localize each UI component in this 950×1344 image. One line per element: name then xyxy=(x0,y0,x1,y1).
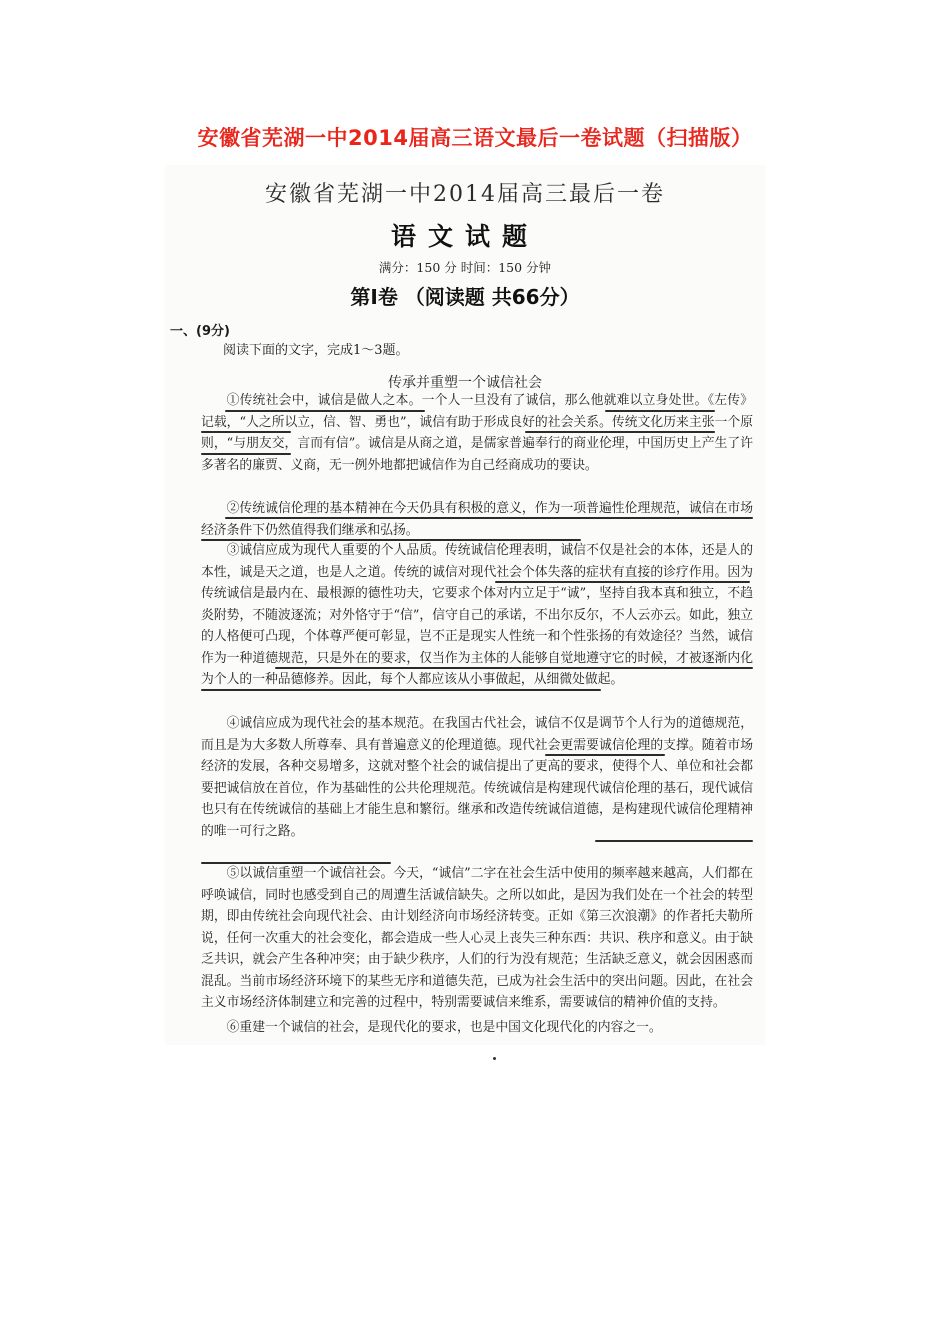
handwritten-underline xyxy=(545,754,665,756)
handwritten-underline xyxy=(201,431,291,433)
exam-meta: 满分：150 分 时间：150 分钟 xyxy=(378,260,552,275)
paragraph-6: ⑥重建一个诚信的社会，是现代化的要求，也是中国文化现代化的内容之一。 xyxy=(226,1020,662,1035)
handwritten-underline xyxy=(595,840,753,842)
handwritten-underline xyxy=(201,453,291,455)
subject-title: 语文试题 xyxy=(390,222,539,251)
handwritten-underline xyxy=(201,862,391,864)
handwritten-underline xyxy=(525,431,715,433)
paragraph-2: ②传统诚信伦理的基本精神在今天仍具有积极的意义，作为一项普遍性伦理规范，诚信在市场经济条件下仍然值得我们继承和弘扬。 xyxy=(201,501,753,538)
document-title: 安徽省芜湖一中2014届高三语文最后一卷试题（扫描版） xyxy=(197,126,753,150)
section-label: 一、(9分) xyxy=(170,324,230,339)
handwritten-underline xyxy=(201,539,581,541)
handwritten-underline xyxy=(275,667,753,669)
part-heading: 第Ⅰ卷 （阅读题 共66分） xyxy=(350,285,580,309)
paragraph-5: ⑤以诚信重塑一个诚信社会。今天，“诚信”二字在社会生活中使用的频率越来越高，人们都在呼唤诚信，同时也感受到自己的周遭生活诚信缺失。之所以如此，是因为我们处在一个社会的转型期，即由传统社会向现代社会、由计划经济向市场经济转变。正如《第三次浪潮》的作者托夫勒所说，任何一次重大的社会变化，都会造成一些人心灵上丧失三种东西：共识、秩序和意义。由于缺乏共识，就会产生各种冲突；由于缺少秩序，人们的行为没有规范；生活缺乏意义，就会因困惑而混乱。当前市场经济环境下的某些无序和道德失范，已成为社会生活中的突出问题。因此，在社会主义市场经济体制建立和完善的过程中，特别需要诚信来维系，需要诚信的精神价值的支持。 xyxy=(201,866,753,1010)
exam-title: 安徽省芜湖一中2014届高三最后一卷 xyxy=(265,182,665,207)
paragraph-3: ③诚信应成为现代人重要的个人品质。传统诚信伦理表明，诚信不仅是社会的本体，还是人的本性，诚是天之道，也是人之道。传统的诚信对现代社会个体失落的症状有直接的诊疗作用。因为传统诚信是最内在、最根源的德性功夫，它要求个体对内立足于“诚”，坚持自我本真和独立，不趋炎附势，不随波逐流；对外恪守于“信”，信守自己的承诺，不出尔反尔，不人云亦云。如此，独立的人格便可凸现，个体尊严便可彰显，岂不正是现实人性统一和个性张扬的有效途径？当然，诚信作为一种道德规范，只是外在的要求，仅当作为主体的人能够自觉地遵守它的时候，才被逐渐内化为个人的一种品德修养。因此，每个人都应该从小事做起，从细微处做起。 xyxy=(201,543,753,687)
handwritten-underline xyxy=(225,517,753,519)
instruction: 阅读下面的文字，完成1～3题。 xyxy=(223,343,409,358)
scan-speck xyxy=(493,1057,496,1060)
paragraph-4: ④诚信应成为现代社会的基本规范。在我国古代社会，诚信不仅是调节个人行为的道德规范，而且是为大多数人所尊奉、具有普遍意义的伦理道德。现代社会更需要诚信伦理的支撑。随着市场经济的发展，各种交易增多，这就对整个社会的诚信提出了更高的要求，使得个人、单位和社会都要把诚信放在首位，作为基础性的公共伦理规范。传统诚信是构建现代诚信伦理的基石，现代诚信也只有在传统诚信的基础上才能生息和繁衍。继承和改造传统诚信道德，是构建现代诚信伦理精神的唯一可行之路。 xyxy=(201,716,753,839)
handwritten-underline xyxy=(605,410,715,412)
article-title: 传承并重塑一个诚信社会 xyxy=(388,375,542,391)
handwritten-underline xyxy=(225,410,425,412)
handwritten-underline xyxy=(201,689,601,691)
scanned-exam-page xyxy=(165,165,765,1045)
handwritten-underline xyxy=(495,581,750,583)
paragraph-1: ①传统社会中，诚信是做人之本。一个人一旦没有了诚信，那么他就难以立身处世。《左传》记载，“人之所以立，信、智、勇也”，诚信有助于形成良好的社会关系。传统文化历来主张一个原则，“与朋友交，言而有信”。诚信是从商之道，是儒家普遍奉行的商业伦理，中国历史上产生了许多著名的廉贾、义商，无一例外地都把诚信作为自己经商成功的要诀。 xyxy=(201,393,753,473)
